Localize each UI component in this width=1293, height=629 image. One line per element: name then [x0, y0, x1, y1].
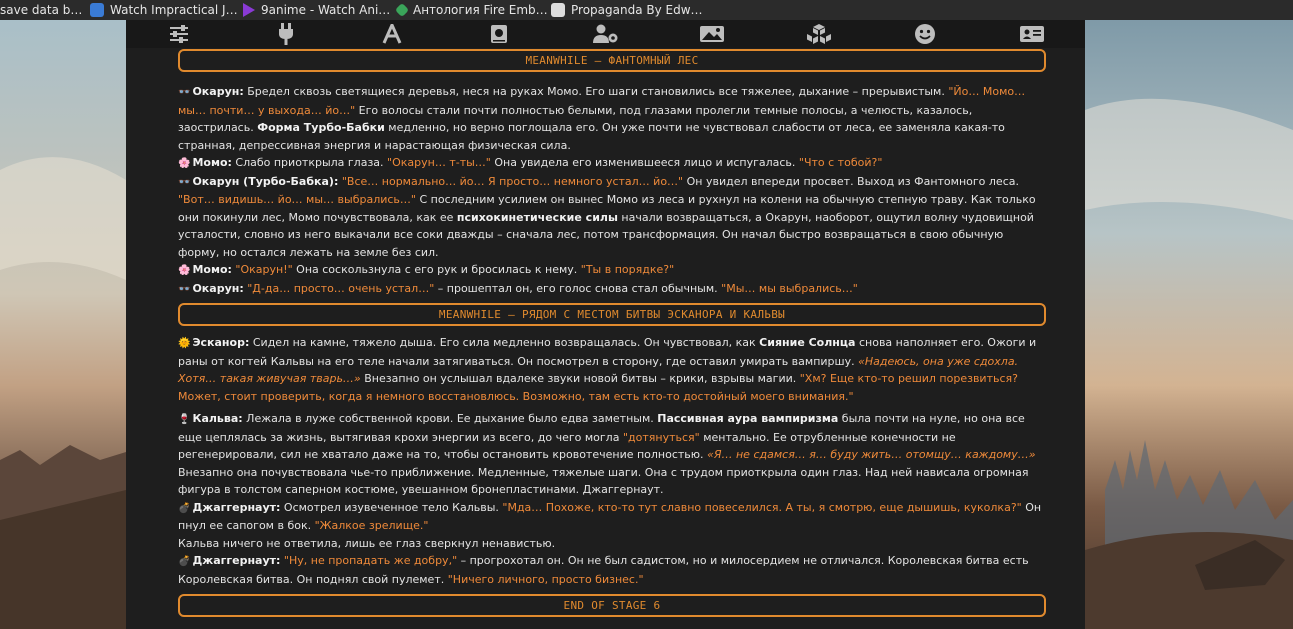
bookmark-label: Watch Impractical J… — [110, 3, 238, 17]
dialogue-quote: "Жалкое зрелище." — [314, 519, 429, 532]
bookmark-item[interactable] — [243, 0, 390, 20]
blossom-icon: 🌸 — [178, 265, 191, 276]
narration: снова наполняет его. Ожоги и раны от когтей Кальвы на его теле начали затягиваться. Он посмотрел в сторону, где оставил умирать вампиршу. — [178, 336, 1037, 368]
bookmark-item[interactable] — [397, 0, 548, 20]
story-paragraph — [178, 280, 1046, 299]
narration: Слабо приоткрыла глаза. — [231, 156, 388, 169]
narration: Она увидела его изменившееся лицо и испугалась. — [490, 156, 799, 169]
scene-banner: MEANWHILE — РЯДОМ С МЕСТОМ БИТВЫ ЭСКАНОРА И КАЛЬВЫ — [178, 303, 1046, 326]
narration: Кальва ничего не ответила, лишь ее глаз сверкнул ненавистью. — [178, 536, 556, 550]
sliders-icon[interactable] — [166, 22, 192, 46]
story-paragraph — [178, 173, 1046, 262]
narration: Лежала в луже собственной крови. Ее дыхание было едва заметным. — [242, 412, 658, 425]
glasses-icon: 👓 — [178, 283, 191, 295]
story-paragraph — [178, 334, 1046, 405]
play-triangle-icon — [243, 3, 255, 17]
glasses-icon: 👓 — [178, 176, 191, 188]
narration: Сидел на камне, тяжело дыша. Его сила медленно возвращалась. Он чувствовал, как — [249, 336, 760, 349]
scene-banner: MEANWHILE — ФАНТОМНЫЙ ЛЕС — [178, 49, 1046, 72]
bookmark-item[interactable] — [551, 0, 703, 20]
font-a-icon[interactable] — [379, 22, 405, 46]
chat-panel — [126, 20, 1085, 629]
bookmark-label: Propaganda By Edw… — [571, 3, 703, 17]
blossom-icon: 🌸 — [178, 158, 191, 169]
speaker-name: Окарун: — [192, 85, 244, 98]
story-paragraph — [178, 499, 1046, 535]
story-paragraph — [178, 410, 1046, 499]
speaker-name: Кальва: — [192, 412, 243, 425]
narration: Осмотрел изувеченное тело Кальвы. — [280, 500, 503, 514]
bold-term: Сияние Солнца — [759, 336, 856, 349]
diamond-logo-icon — [395, 3, 409, 17]
story-paragraph — [178, 552, 1046, 588]
dialogue-quote: "Мда… Похоже, кто-то тут славно повеселился. А ты, я смотрю, еще дышишь, куколка?" — [502, 500, 1022, 514]
cubes-icon[interactable] — [806, 22, 832, 46]
dialogue-quote: "дотянуться" — [622, 430, 700, 444]
narration: Внезапно он услышал вдалеке звуки новой битвы – крики, взрывы магии. — [360, 372, 800, 385]
story-content — [178, 49, 1046, 617]
dialogue-quote: "Йо… Момо… мы… почти… у выхода… йо…" — [178, 85, 1026, 117]
wine-glass-icon: 🍷 — [178, 414, 191, 425]
dialogue-quote: "Окарун… т-ты…" — [387, 156, 491, 169]
narration: – прошептал он, его голос снова стал обычным. — [434, 281, 722, 295]
s-logo-icon — [90, 3, 104, 17]
bold-term: психокинетические силы — [456, 210, 618, 224]
image-icon[interactable] — [699, 22, 725, 46]
story-paragraph — [178, 261, 1046, 280]
narration: была почти на нуле, но она все еще цеплялась за жизнь, вытягивая крохи энергии из всего, до чего могла — [178, 412, 1025, 444]
dialogue-quote: "Все… нормально… йо… Я просто… немного устал… йо…" — [341, 174, 684, 188]
plug-icon[interactable] — [273, 22, 299, 46]
scene-banner: END OF STAGE 6 — [178, 594, 1046, 617]
bookmark-item[interactable] — [90, 0, 238, 20]
user-gear-icon[interactable] — [593, 22, 619, 46]
speaker-name: Джаггернаут: — [192, 500, 281, 514]
background-left-scenery — [0, 20, 126, 629]
bookmark-item[interactable] — [0, 0, 82, 20]
bookmark-label: Антология Fire Emb… — [413, 3, 548, 17]
sun-icon: 🌞 — [178, 338, 191, 349]
story-paragraph — [178, 154, 1046, 173]
speaker-name: Джаггернаут: — [192, 554, 281, 567]
speaker-name: Момо: — [192, 156, 232, 169]
thought-quote: «Я… не сдамся… я… буду жить… отомщу… каждому…» — [707, 448, 1036, 461]
story-paragraph — [178, 83, 1046, 154]
bold-term: Форма Турбо-Бабки — [257, 121, 385, 134]
glasses-icon: 👓 — [178, 87, 191, 98]
narration: С последним усилием он вынес Момо из леса и рухнул на колени на обычную степную траву. Как только они покинули лес, Момо почувствовала, как ее — [178, 193, 1036, 224]
speaker-name: Окарун: — [192, 281, 244, 295]
dialogue-quote: "Мы… мы выбрались…" — [721, 281, 858, 295]
id-card-icon[interactable] — [1019, 22, 1045, 46]
narration: начали возвращаться, а Окарун, наоборот, ощутил волну чудовищной усталости, словно из него выкачали все соки дважды – сначала лес, потом трансформация. Он начал быстро возвращаться в свою обычную форму, но остался лежать на земле без сил. — [178, 210, 1034, 259]
bookmark-label: 9anime - Watch Ani… — [261, 3, 391, 17]
dialogue-quote: "Вот… видишь… йо… мы… выбрались…" — [178, 193, 416, 206]
narration: Он пнул ее сапогом в бок. — [178, 500, 1042, 532]
background-right-scenery — [1085, 20, 1293, 629]
dialogue-quote: "Д-да… просто… очень устал…" — [247, 281, 435, 295]
thought-quote: «Надеюсь, она уже сдохла. Хотя… такая живучая тварь…» — [178, 354, 1019, 385]
top-toolbar — [126, 20, 1085, 48]
dialogue-quote: "Окарун!" — [235, 263, 293, 276]
bookmarks-bar — [0, 0, 1293, 20]
dialogue-quote: "Ну, не пропадать же добру," — [283, 554, 458, 567]
smiley-icon[interactable] — [912, 22, 938, 46]
speaker-name: Эсканор: — [192, 336, 250, 349]
bookmark-label: save data b… — [0, 3, 83, 17]
narration: медленно, но верно поглощала его. Он уже почти не чувствовал слабости от леса, ее заменяла какая-то странная, депрессивная энергия и нарастающая физическая сила. — [178, 121, 1005, 152]
story-paragraph — [178, 535, 1046, 553]
speaker-name: Момо: — [192, 263, 232, 276]
narration: Она соскользнула с его рук и бросилась к нему. — [292, 263, 581, 276]
speaker-name: Окарун (Турбо-Бабка): — [192, 174, 339, 188]
dialogue-quote: "Ничего личного, просто бизнес." — [447, 572, 644, 586]
book-icon[interactable] — [486, 22, 512, 46]
bold-term: Пассивная аура вампиризма — [657, 412, 839, 425]
building-icon — [551, 3, 565, 17]
dialogue-quote: "Хм? Еще кто-то решил порезвиться? Может, стоит проверить, когда я немного восстановлюсь. Возможно, там есть кто-то достойный моего внимания." — [178, 372, 1018, 403]
narration: – прогрохотал он. Он не был садистом, но и милосердием не отличался. Королевская битва есть Королевская битва. Он поднял свой пулемет. — [178, 554, 1029, 586]
narration: Он увидел впереди просвет. Выход из Фантомного леса. — [683, 174, 1019, 188]
dialogue-quote: "Что с тобой?" — [798, 156, 883, 169]
dialogue-quote: "Ты в порядке?" — [580, 263, 675, 276]
narration: Его волосы стали почти полностью белыми, под глазами пролегли темные полосы, а челюсть, казалось, заострилась. — [178, 103, 973, 134]
bomb-icon: 💣 — [178, 556, 191, 567]
narration: Бредел сквозь светящиеся деревья, неся на руках Момо. Его шаги становились все тяжелее, дыхание – прерывистым. — [243, 85, 949, 98]
narration: Внезапно она почувствовала чье-то приближение. Медленные, тяжелые шаги. Она с трудом приоткрыла один глаз. Над ней нависала огромная фигура в толстом саперном костюме, увешанном бронепластинами. Джаггернаут. — [178, 465, 1029, 496]
bomb-icon: 💣 — [178, 502, 191, 514]
narration: ментально. Ее отрубленные конечности не регенерировали, сил не хватало даже на то, чтобы остановить кровотечение полностью. — [178, 430, 956, 461]
